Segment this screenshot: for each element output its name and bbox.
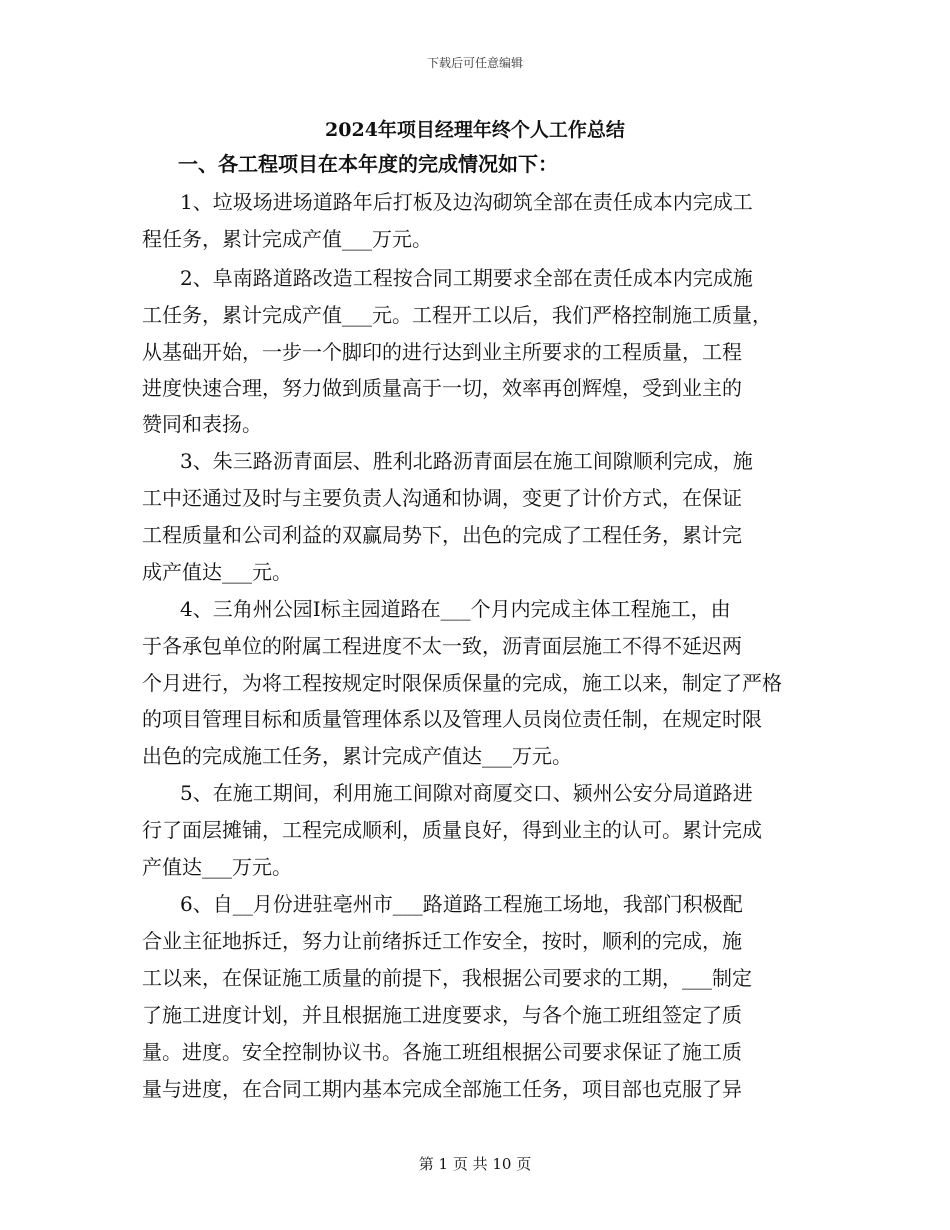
section-heading: 一、各工程项目在本年度的完成情况如下： <box>178 152 558 176</box>
body-line: 工程质量和公司利益的双赢局势下，出色的完成了工程任务，累计完 <box>142 523 742 547</box>
body-line: 量与进度，在合同工期内基本完成全部施工任务，项目部也克服了异 <box>142 1077 742 1101</box>
body-line: 3、朱三路沥青面层、胜利北路沥青面层在施工间隙顺利完成，施 <box>180 449 753 473</box>
body-line: 6、自__月份进驻亳州市___路道路工程施工场地，我部门积极配 <box>180 892 743 916</box>
body-line: 工任务，累计完成产值___元。工程开工以后，我们严格控制施工质量， <box>142 303 772 327</box>
document-title: 2024年项目经理年终个人工作总结 <box>325 119 625 141</box>
page-number: 第 1 页 共 10 页 <box>418 1155 532 1173</box>
body-line: 个月进行，为将工程按规定时限保质保量的完成，施工以来，制定了严格 <box>142 671 782 695</box>
page-header-note: 下载后可任意编辑 <box>426 56 523 70</box>
body-line: 赞同和表扬。 <box>142 412 262 436</box>
body-line: 出色的完成施工任务，累计完成产值达___万元。 <box>142 744 572 768</box>
body-line: 工以来，在保证施工质量的前提下，我根据公司要求的工期，___制定 <box>142 966 752 990</box>
body-line: 成产值达___元。 <box>142 560 292 584</box>
body-line: 程任务，累计完成产值___万元。 <box>142 227 432 251</box>
body-line: 的项目管理目标和质量管理体系以及管理人员岗位责任制，在规定时限 <box>142 707 762 731</box>
body-line: 进度快速合理，努力做到质量高于一切，效率再创辉煌，受到业主的 <box>142 376 742 400</box>
body-line: 1、垃圾场进场道路年后打板及边沟砌筑全部在责任成本内完成工 <box>180 190 753 214</box>
body-line: 工中还通过及时与主要负责人沟通和协调，变更了计价方式，在保证 <box>142 486 742 510</box>
body-line: 于各承包单位的附属工程进度不太一致，沥青面层施工不得不延迟两 <box>142 634 742 658</box>
body-line: 产值达___万元。 <box>142 855 292 879</box>
body-line: 4、三角州公园I标主园道路在___个月内完成主体工程施工，由 <box>180 597 731 621</box>
body-line: 2、阜南路道路改造工程按合同工期要求全部在责任成本内完成施 <box>180 266 753 290</box>
body-line: 从基础开始，一步一个脚印的进行达到业主所要求的工程质量，工程 <box>142 340 742 364</box>
body-line: 合业主征地拆迁，努力让前绪拆迁工作安全，按时，顺利的完成，施 <box>142 929 742 953</box>
body-line: 行了面层摊铺，工程完成顺利，质量良好，得到业主的认可。累计完成 <box>142 818 762 842</box>
body-line: 了施工进度计划，并且根据施工进度要求，与各个施工班组签定了质 <box>142 1003 742 1027</box>
body-line: 5、在施工期间，利用施工间隙对商厦交口、颍州公安分局道路进 <box>180 781 753 805</box>
body-line: 量。进度。安全控制协议书。各施工班组根据公司要求保证了施工质 <box>142 1040 742 1064</box>
